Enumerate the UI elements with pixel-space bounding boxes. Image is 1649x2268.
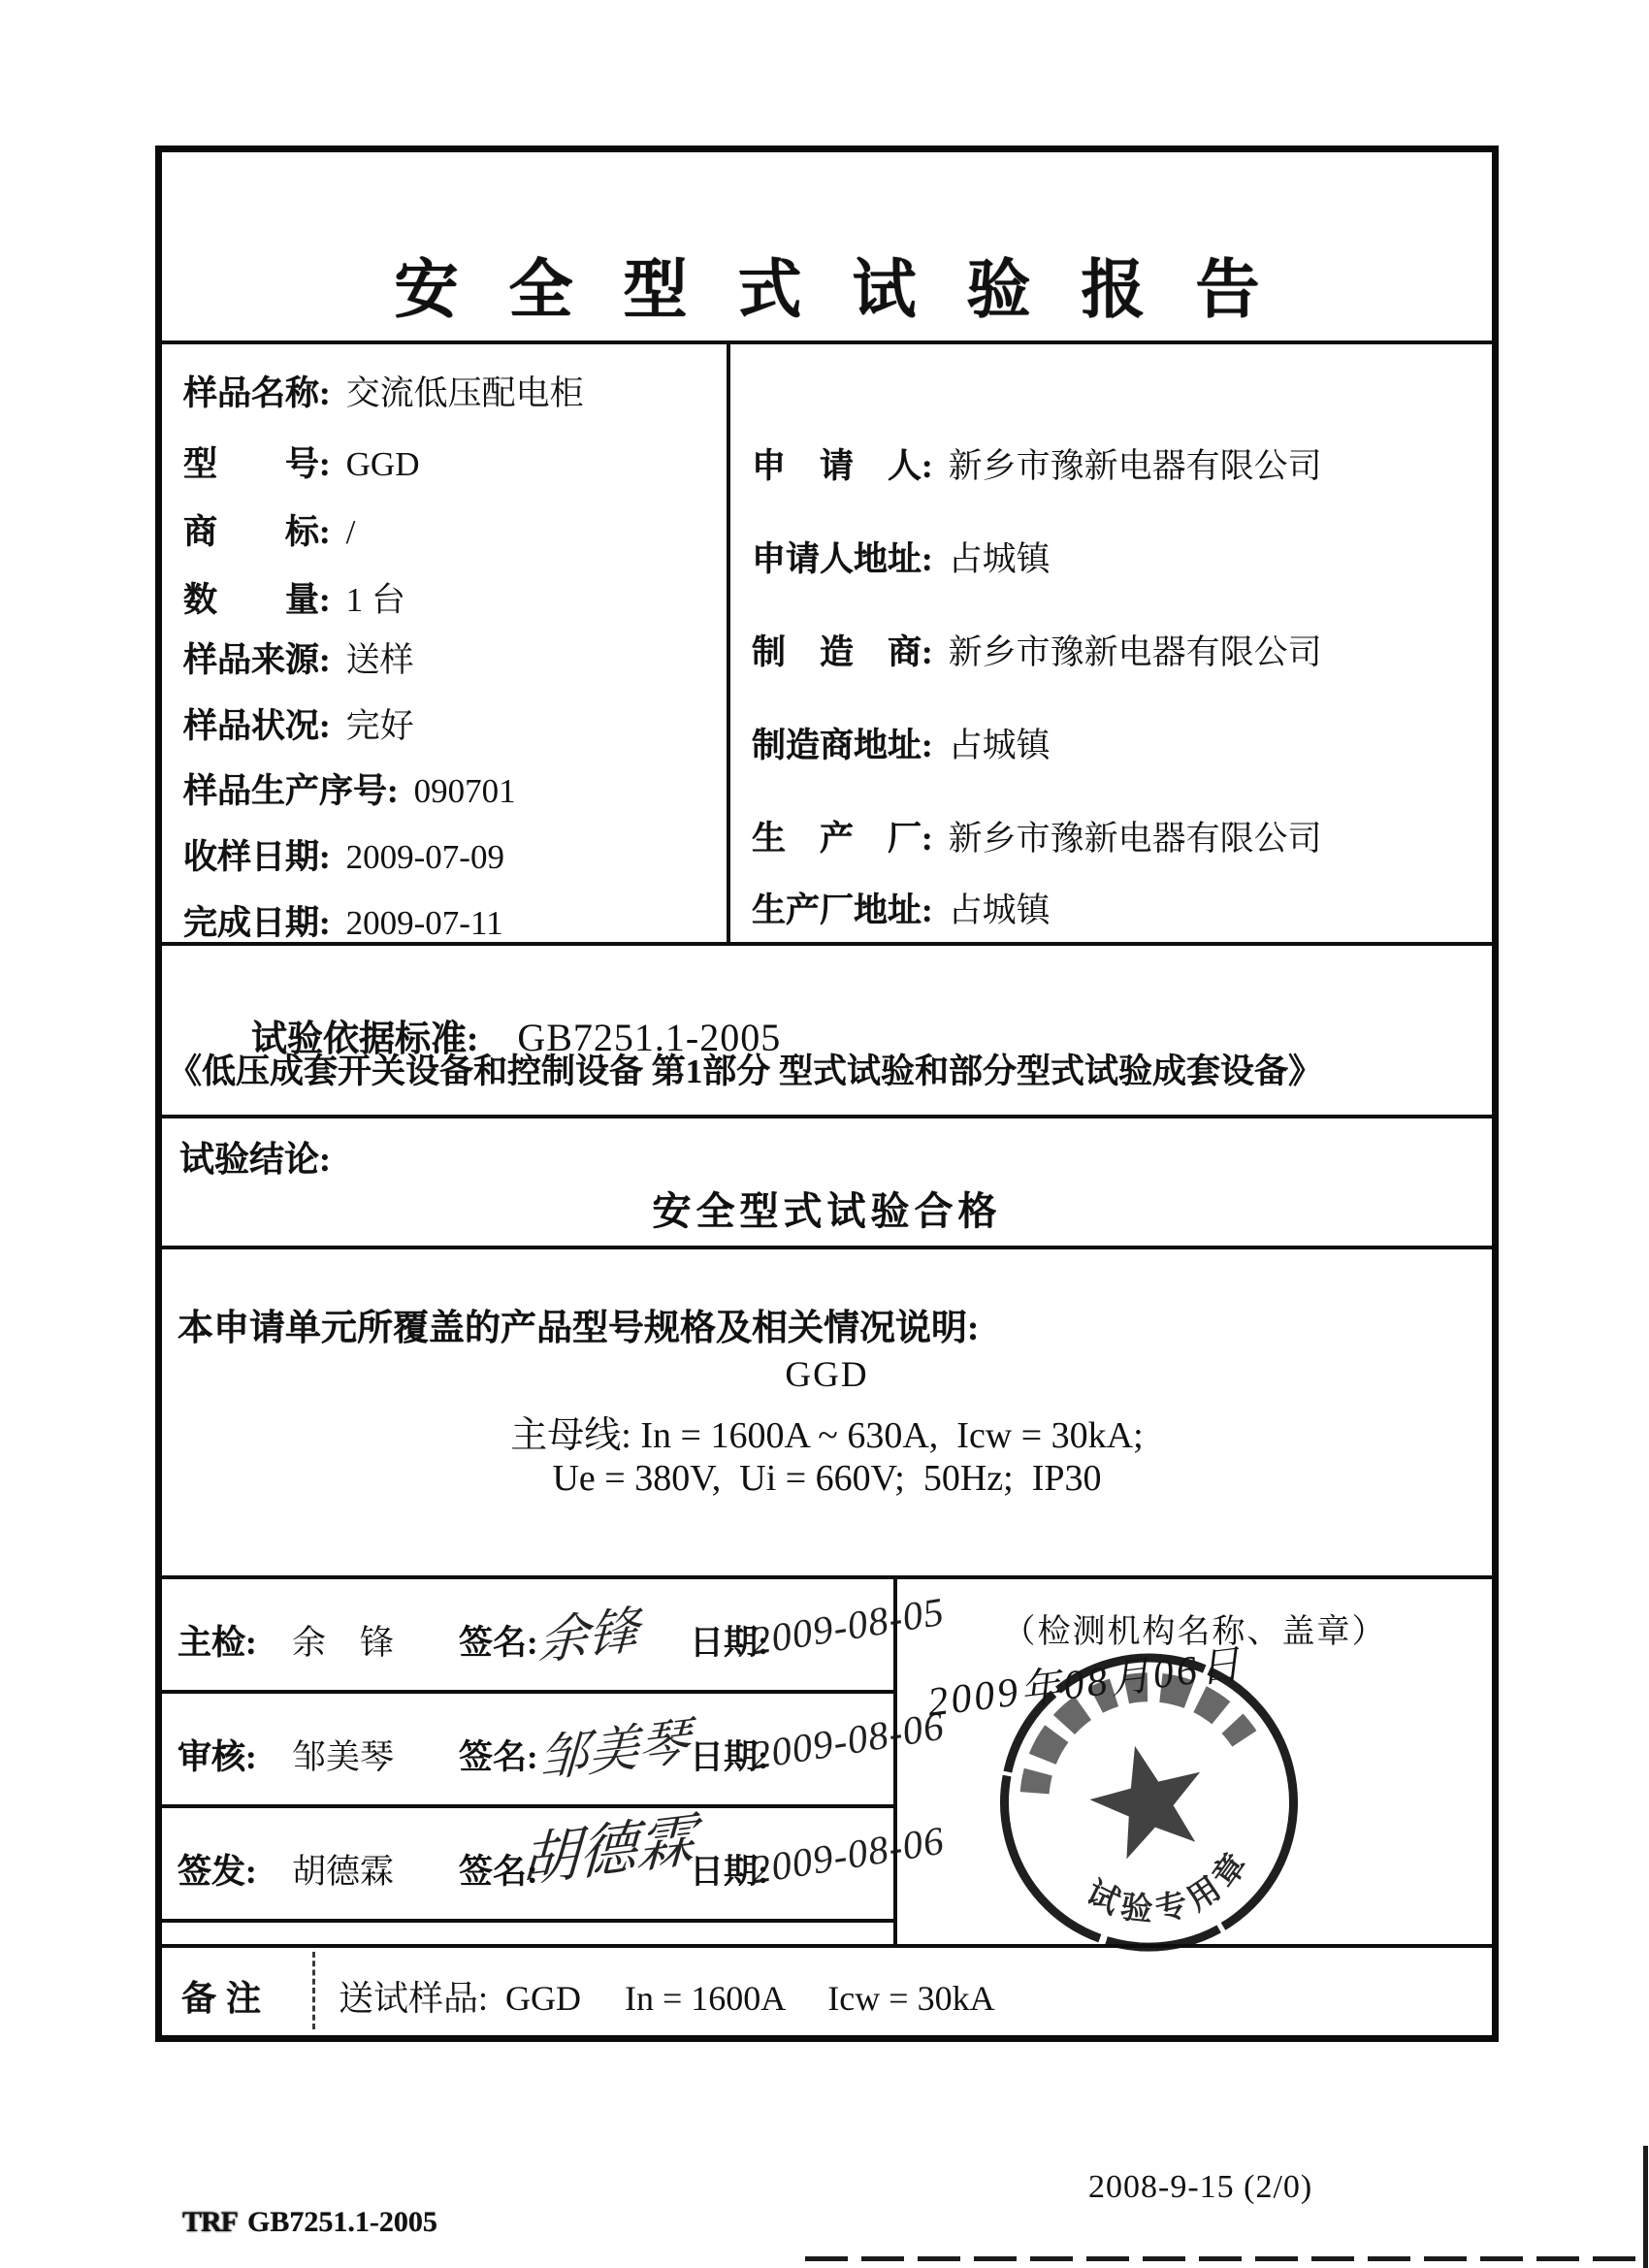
info-row-factory: 生 产 厂: 新乡市豫新电器有限公司 [752,820,1322,858]
info-row-factory-address: 生产厂地址: 占城镇 [752,891,1051,929]
standard-label: 试验依据标准: [251,1020,479,1059]
info-row-sample-condition: 样品状况: 完好 [183,707,414,745]
coverage-model: GGD [785,1355,869,1395]
empty-strip [162,1923,893,1944]
handwritten-signature: 余锋 [536,1603,640,1671]
standard-name: 《低压成套开关设备和控制设备 第1部分 型式试验和部分型式试验成套设备》 [168,1053,1323,1090]
company-info-column [727,344,1492,942]
info-row-finish-date: 完成日期: 2009-07-11 [183,904,503,942]
coverage-section [162,1249,1492,1579]
stamp-caption: （检测机构名称、盖章） [1002,1614,1387,1650]
handwritten-date: 2009-08-06 [747,1702,948,1778]
info-row-manufacturer-address: 制造商地址: 占城镇 [752,727,1051,764]
scan-artifact-bottom-line [805,2256,1647,2261]
info-row-serial-number: 样品生产序号: 090701 [183,772,516,810]
coverage-heading: 本申请单元所覆盖的产品型号规格及相关情况说明: [178,1309,980,1348]
stamp-bottom-text: 试验专用章 [1081,1842,1258,1929]
footer-form-code [153,2173,437,2268]
signature-section [162,1579,1492,1948]
handwritten-date: 2009-08-06 [747,1817,948,1893]
info-row-sample-name: 样品名称: 交流低压配电柜 [183,374,584,412]
signature-row-reviewer: 审核: 邹美琴 签名: 邹美琴 日期: 2009-08-06 [162,1694,893,1808]
stamp-star-icon [1080,1733,1216,1864]
signature-rows [162,1579,948,1944]
info-row-applicant: 申 请 人: 新乡市豫新电器有限公司 [752,447,1322,485]
handwritten-signature: 胡德霖 [519,1807,696,1895]
scan-artifact-right-line [1643,2146,1648,2268]
title-band [162,152,1492,344]
info-row-manufacturer: 制 造 商: 新乡市豫新电器有限公司 [752,633,1322,671]
standard-section [162,946,1492,1118]
info-row-model: 型 号: GGD [183,445,420,483]
footer-logo: TRF [182,2206,238,2238]
stamp-cell [893,1579,1492,1944]
conclusion-label: 试验结论: [179,1140,331,1179]
coverage-voltage-spec: Ue = 380V, Ui = 660V; 50Hz; IP30 [552,1458,1102,1499]
footer-revision: 2008-9-15 (2/0) [1088,2169,1313,2205]
remark-label: 备注 [181,1979,272,2018]
signature-row-inspector: 主检: 余 锋 签名: 余锋 日期: 2009-08-05 [162,1579,893,1694]
footer-standard-code: GB7251.1-2005 [247,2206,437,2238]
sample-info-column [162,344,727,942]
info-row-trademark: 商 标: / [183,513,356,551]
remark-divider [312,1952,315,2029]
signature-row-approver: 签发: 胡德霖 签名: 胡德霖 日期: 2009-08-06 [162,1808,893,1923]
remark-text: 送试样品: GGD In = 1600A Icw = 30kA [339,1979,995,2018]
info-row-applicant-address: 申请人地址: 占城镇 [752,540,1051,578]
report-table [155,146,1499,2042]
info-row-quantity: 数 量: 1 台 [183,581,405,619]
coverage-busbar-spec: 主母线: In = 1600A ~ 630A, Icw = 30kA; [510,1415,1144,1456]
handwritten-date: 2009-08-05 [747,1588,948,1664]
info-section [162,344,1492,946]
info-row-receive-date: 收样日期: 2009-07-09 [183,838,504,876]
handwritten-signature: 邹美琴 [536,1714,691,1789]
document-title: 安全型式试验报告 [394,255,1310,326]
conclusion-result: 安全型式试验合格 [652,1189,1002,1233]
info-row-sample-source: 样品来源: 送样 [183,641,414,679]
handwritten-stamp-date: 2009年08月06日 [924,1642,1246,1726]
conclusion-section [162,1118,1492,1249]
standard-code: GB7251.1-2005 [517,1016,782,1059]
remark-row [162,1948,1492,2035]
